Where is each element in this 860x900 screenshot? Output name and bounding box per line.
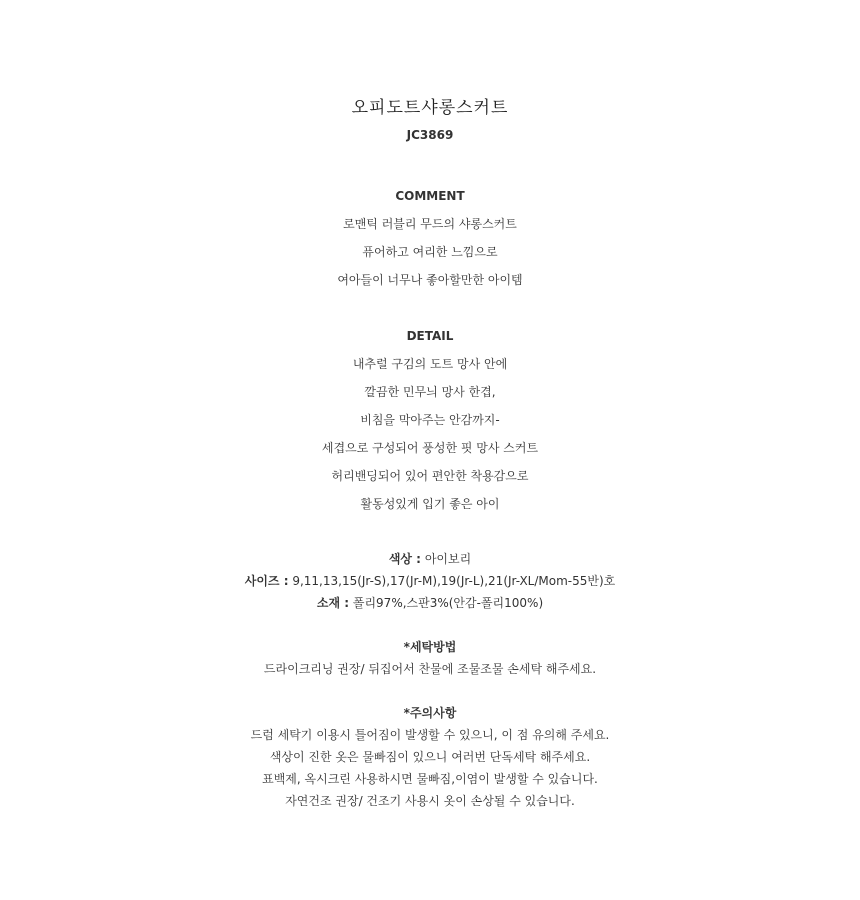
caution-line: 드럼 세탁기 이용시 틀어짐이 발생할 수 있으니, 이 점 유의해 주세요. — [250, 728, 610, 742]
spec-size-value: 9,11,13,15(Jr-S),17(Jr-M),19(Jr-L),21(Jr-XL/Mom-55반)호 — [292, 574, 616, 588]
spec-size — [0, 572, 860, 590]
comment-line: 퓨어하고 여리한 느낌으로 — [362, 245, 498, 259]
caution-line: 색상이 진한 옷은 물빠짐이 있으니 여러번 단독세탁 해주세요. — [269, 750, 591, 764]
spec-material-label: 소재 : — [316, 596, 350, 610]
washing-text: 드라이크리닝 권장/ 뒤집어서 찬물에 조물조물 손세탁 해주세요. — [263, 662, 597, 676]
caution-line: 표백제, 옥시크린 사용하시면 물빠짐,이염이 발생할 수 있습니다. — [262, 772, 598, 786]
washing-heading: *세탁방법 — [403, 640, 457, 654]
detail-line: 비침을 막아주는 안감까지- — [360, 413, 500, 427]
spec-material-value: 폴리97%,스판3%(안감-폴리100%) — [352, 596, 544, 610]
caution-heading: *주의사항 — [403, 706, 457, 720]
product-title: 오피도트샤롱스커트 — [351, 98, 509, 118]
comment-line: 로맨틱 러블리 무드의 샤롱스커트 — [343, 217, 517, 231]
detail-line: 깔끔한 민무늬 망사 한겹, — [364, 385, 496, 399]
comment-line: 여아들이 너무나 좋아할만한 아이템 — [337, 273, 523, 287]
product-code: JC3869 — [406, 128, 454, 142]
spec-size-label: 사이즈 : — [244, 574, 289, 588]
detail-line: 세겹으로 구성되어 풍성한 핏 망사 스커트 — [321, 441, 539, 455]
detail-heading: DETAIL — [406, 329, 454, 343]
comment-heading: COMMENT — [395, 189, 465, 203]
spec-color — [0, 550, 860, 568]
detail-line: 내추럴 구김의 도트 망사 안에 — [352, 357, 508, 371]
detail-line: 활동성있게 입기 좋은 아이 — [360, 497, 500, 511]
spec-color-label: 색상 : — [388, 552, 421, 566]
detail-line: 허리밴딩되어 있어 편안한 착용감으로 — [331, 469, 529, 483]
spec-color-value: 아이보리 — [424, 552, 472, 566]
caution-line: 자연건조 권장/ 건조기 사용시 옷이 손상될 수 있습니다. — [285, 794, 575, 808]
spec-material — [0, 594, 860, 612]
